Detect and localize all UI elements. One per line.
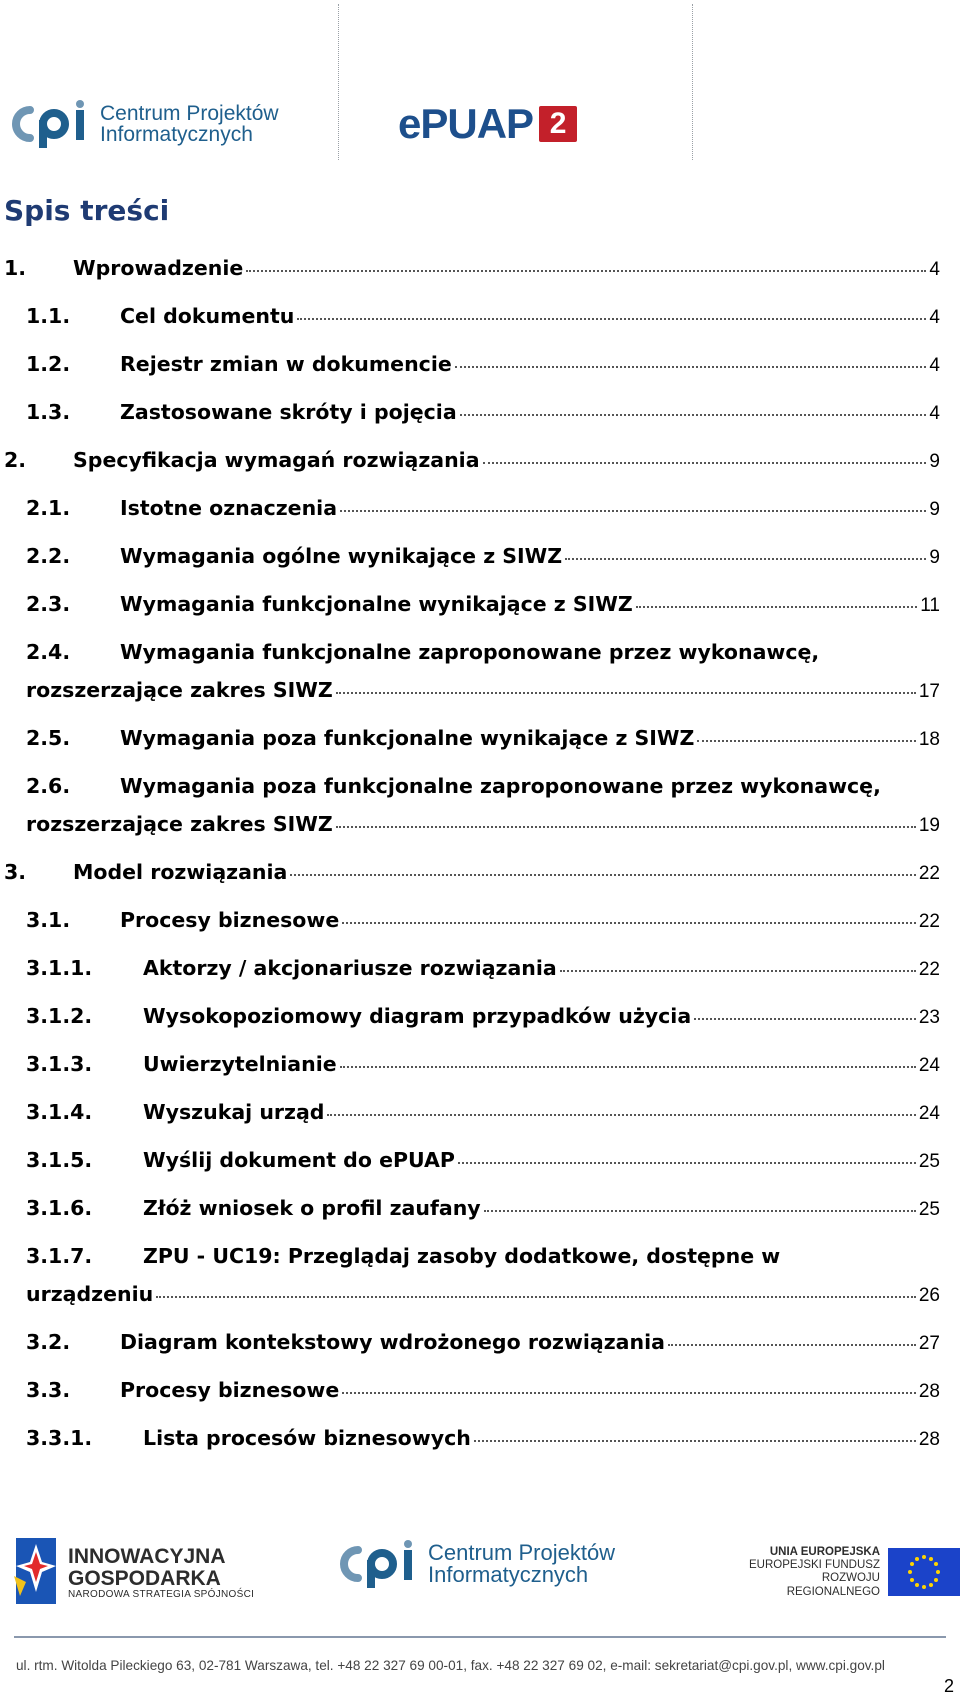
toc-entry-number: 2.5. xyxy=(26,726,71,750)
toc-entry-page: 4 xyxy=(929,355,940,376)
eu-logo-line1: UNIA EUROPEJSKA xyxy=(769,1546,880,1558)
toc-entry-page: 11 xyxy=(920,595,940,616)
toc-entry-title: ZPU - UC19: Przeglądaj zasoby dodatkowe, dostępne w xyxy=(143,1244,781,1268)
toc-leader-dots xyxy=(342,1392,916,1394)
toc-entry-number: 2.2. xyxy=(26,544,71,568)
toc-leader-dots xyxy=(340,510,926,512)
toc-entry-number: 3.1.5. xyxy=(26,1148,93,1172)
toc-entry-page: 19 xyxy=(918,815,940,836)
toc-leader-dots xyxy=(483,462,927,464)
toc-entry-page: 4 xyxy=(929,403,940,424)
cpi-mark-icon xyxy=(10,100,94,148)
toc-entry-number: 3.2. xyxy=(26,1330,71,1354)
toc-leader-dots xyxy=(327,1114,915,1116)
toc-entry-title: Wymagania funkcjonalne wynikające z SIWZ xyxy=(120,592,633,616)
toc-entry-page: 4 xyxy=(929,307,940,328)
innowacyjna-gospodarka-logo xyxy=(12,1536,254,1611)
toc-leader-dots xyxy=(474,1440,916,1442)
header-divider-left xyxy=(338,4,339,160)
toc-entry-number: 2.1. xyxy=(26,496,71,520)
toc-entry-title: Wprowadzenie xyxy=(73,256,244,280)
toc-entry-number: 3.1.2. xyxy=(26,1004,93,1028)
toc-leader-dots xyxy=(458,1162,916,1164)
toc-entry-page: 9 xyxy=(929,547,940,568)
toc-entry-title: Lista procesów biznesowych xyxy=(143,1426,471,1450)
toc-leader-dots xyxy=(340,1066,916,1068)
toc-entry-page: 22 xyxy=(918,959,940,980)
cpi-mark-icon xyxy=(338,1540,422,1588)
toc-entry-title-continued: rozszerzające zakres SIWZ xyxy=(26,812,333,836)
toc-leader-dots xyxy=(336,692,916,694)
toc-entry-page: 24 xyxy=(918,1055,940,1076)
epuap-badge: 2 xyxy=(539,106,577,142)
toc-leader-dots xyxy=(694,1018,916,1020)
toc-leader-dots xyxy=(246,270,926,272)
toc-leader-dots xyxy=(697,740,915,742)
toc-entry-title: Wymagania poza funkcjonalne zaproponowane przez wykonawcę, xyxy=(120,774,881,798)
eu-logo-line2: EUROPEJSKI FUNDUSZ xyxy=(749,1559,880,1572)
toc-entry-number: 3.1.3. xyxy=(26,1052,93,1076)
toc-title: Spis treści xyxy=(4,194,170,227)
toc-leader-dots xyxy=(636,606,918,608)
toc-entry-number: 1.3. xyxy=(26,400,71,424)
toc-leader-dots xyxy=(297,318,926,320)
toc-entry-page: 4 xyxy=(929,259,940,280)
toc-entry-page: 18 xyxy=(918,729,940,750)
toc-entry-title: Wyślij dokument do ePUAP xyxy=(143,1148,455,1172)
cpi-logo-line2: Informatycznych xyxy=(100,123,253,146)
cpi-logo-line1: Centrum Projektów xyxy=(100,101,279,125)
toc-entry-title: Rejestr zmian w dokumencie xyxy=(120,352,452,376)
toc-entry-page: 17 xyxy=(918,681,940,702)
toc-entry-title: Aktorzy / akcjonariusze rozwiązania xyxy=(143,956,557,980)
toc-entry-number: 3.3. xyxy=(26,1378,71,1402)
cpi-logo xyxy=(10,100,279,148)
innowacyjna-star-icon xyxy=(12,1536,58,1611)
toc-entry-page: 9 xyxy=(929,499,940,520)
footer-divider xyxy=(14,1636,946,1638)
toc-leader-dots xyxy=(290,874,915,876)
toc-entry-page: 9 xyxy=(929,451,940,472)
toc-entry-title: Specyfikacja wymagań rozwiązania xyxy=(73,448,480,472)
toc-entry-number: 3.1. xyxy=(26,908,71,932)
toc-leader-dots xyxy=(565,558,926,560)
toc-entry-number: 2.3. xyxy=(26,592,71,616)
toc-entry-title: Wymagania funkcjonalne zaproponowane przez wykonawcę, xyxy=(120,640,820,664)
toc-entry-number: 3.3.1. xyxy=(26,1426,93,1450)
toc-entry-title: Istotne oznaczenia xyxy=(120,496,338,520)
eu-flag-icon xyxy=(888,1548,960,1596)
toc-entry-title: Model rozwiązania xyxy=(73,860,288,884)
toc-entry-title: Procesy biznesowe xyxy=(120,1378,340,1402)
toc-entry-number: 1.1. xyxy=(26,304,71,328)
toc-entry-page: 24 xyxy=(918,1103,940,1124)
toc-entry-title: Wysokopoziomowy diagram przypadków użycia xyxy=(143,1004,692,1028)
toc-entry-number: 3. xyxy=(4,860,27,884)
ig-logo-line1: INNOWACYJNA xyxy=(68,1545,226,1569)
page-number: 2 xyxy=(943,1676,954,1696)
toc-entry-title: Uwierzytelnianie xyxy=(143,1052,337,1076)
toc-entry-title: Wymagania poza funkcjonalne wynikające z SIWZ xyxy=(120,726,695,750)
toc-entry-number: 3.1.1. xyxy=(26,956,93,980)
toc-entry-page: 22 xyxy=(918,863,940,884)
eu-logo xyxy=(748,1546,960,1599)
toc-entry-page: 28 xyxy=(918,1381,940,1402)
toc-leader-dots xyxy=(460,414,927,416)
toc-entry-number: 2.6. xyxy=(26,774,71,798)
toc-entry-page: 28 xyxy=(918,1429,940,1450)
toc-entry-number: 1. xyxy=(4,256,27,280)
toc-entry-page: 23 xyxy=(918,1007,940,1028)
toc-entry-number: 3.1.4. xyxy=(26,1100,93,1124)
toc-entry-title: Wymagania ogólne wynikające z SIWZ xyxy=(120,544,563,568)
toc-entry-page: 27 xyxy=(918,1333,940,1354)
header-divider-right xyxy=(692,4,693,160)
toc-leader-dots xyxy=(668,1344,916,1346)
toc-entry-title: Cel dokumentu xyxy=(120,304,295,328)
toc-entry-number: 3.1.7. xyxy=(26,1244,93,1268)
cpi-logo-footer xyxy=(338,1540,615,1588)
toc-entry-page: 26 xyxy=(918,1285,940,1306)
toc-entry-title: Zastosowane skróty i pojęcia xyxy=(120,400,457,424)
toc-entry-title-continued: rozszerzające zakres SIWZ xyxy=(26,678,333,702)
toc-entry-page: 25 xyxy=(918,1151,940,1172)
cpi-logo-footer-line1: Centrum Projektów xyxy=(428,1539,616,1565)
ig-logo-line3: NARODOWA STRATEGIA SPÓJNOŚCI xyxy=(68,1589,255,1601)
toc-entry-number: 1.2. xyxy=(26,352,71,376)
toc-entry-number: 3.1.6. xyxy=(26,1196,93,1220)
toc-leader-dots xyxy=(336,826,916,828)
toc-entry-title-continued: urządzeniu xyxy=(26,1282,154,1306)
toc-leader-dots xyxy=(484,1210,916,1212)
toc-entry-title: Diagram kontekstowy wdrożonego rozwiązania xyxy=(120,1330,665,1354)
toc-leader-dots xyxy=(156,1296,916,1298)
toc-entry-title: Procesy biznesowe xyxy=(120,908,340,932)
toc-leader-dots xyxy=(342,922,916,924)
toc-entry-page: 22 xyxy=(918,911,940,932)
epuap-logo xyxy=(398,100,577,148)
eu-logo-line3: ROZWOJU REGIONALNEGO xyxy=(786,1572,880,1598)
toc-entry-number: 2. xyxy=(4,448,27,472)
toc-entry-title: Wyszukaj urząd xyxy=(143,1100,325,1124)
epuap-logo-text: ePUAP xyxy=(398,100,534,147)
toc-entry-page: 25 xyxy=(918,1199,940,1220)
toc-entry-title: Złóż wniosek o profil zaufany xyxy=(143,1196,481,1220)
cpi-logo-footer-line2: Informatycznych xyxy=(428,1562,589,1587)
toc-leader-dots xyxy=(455,366,927,368)
footer-address: ul. rtm. Witolda Pileckiego 63, 02-781 Warszawa, tel. +48 22 327 69 00-01, fax. +48 22 327 69 02, e-mail: sekretariat@cpi.gov.pl, www.cpi.gov.pl xyxy=(16,1658,885,1673)
toc-entry-number: 2.4. xyxy=(26,640,71,664)
ig-logo-line2: GOSPODARKA xyxy=(68,1567,221,1591)
toc-leader-dots xyxy=(560,970,916,972)
